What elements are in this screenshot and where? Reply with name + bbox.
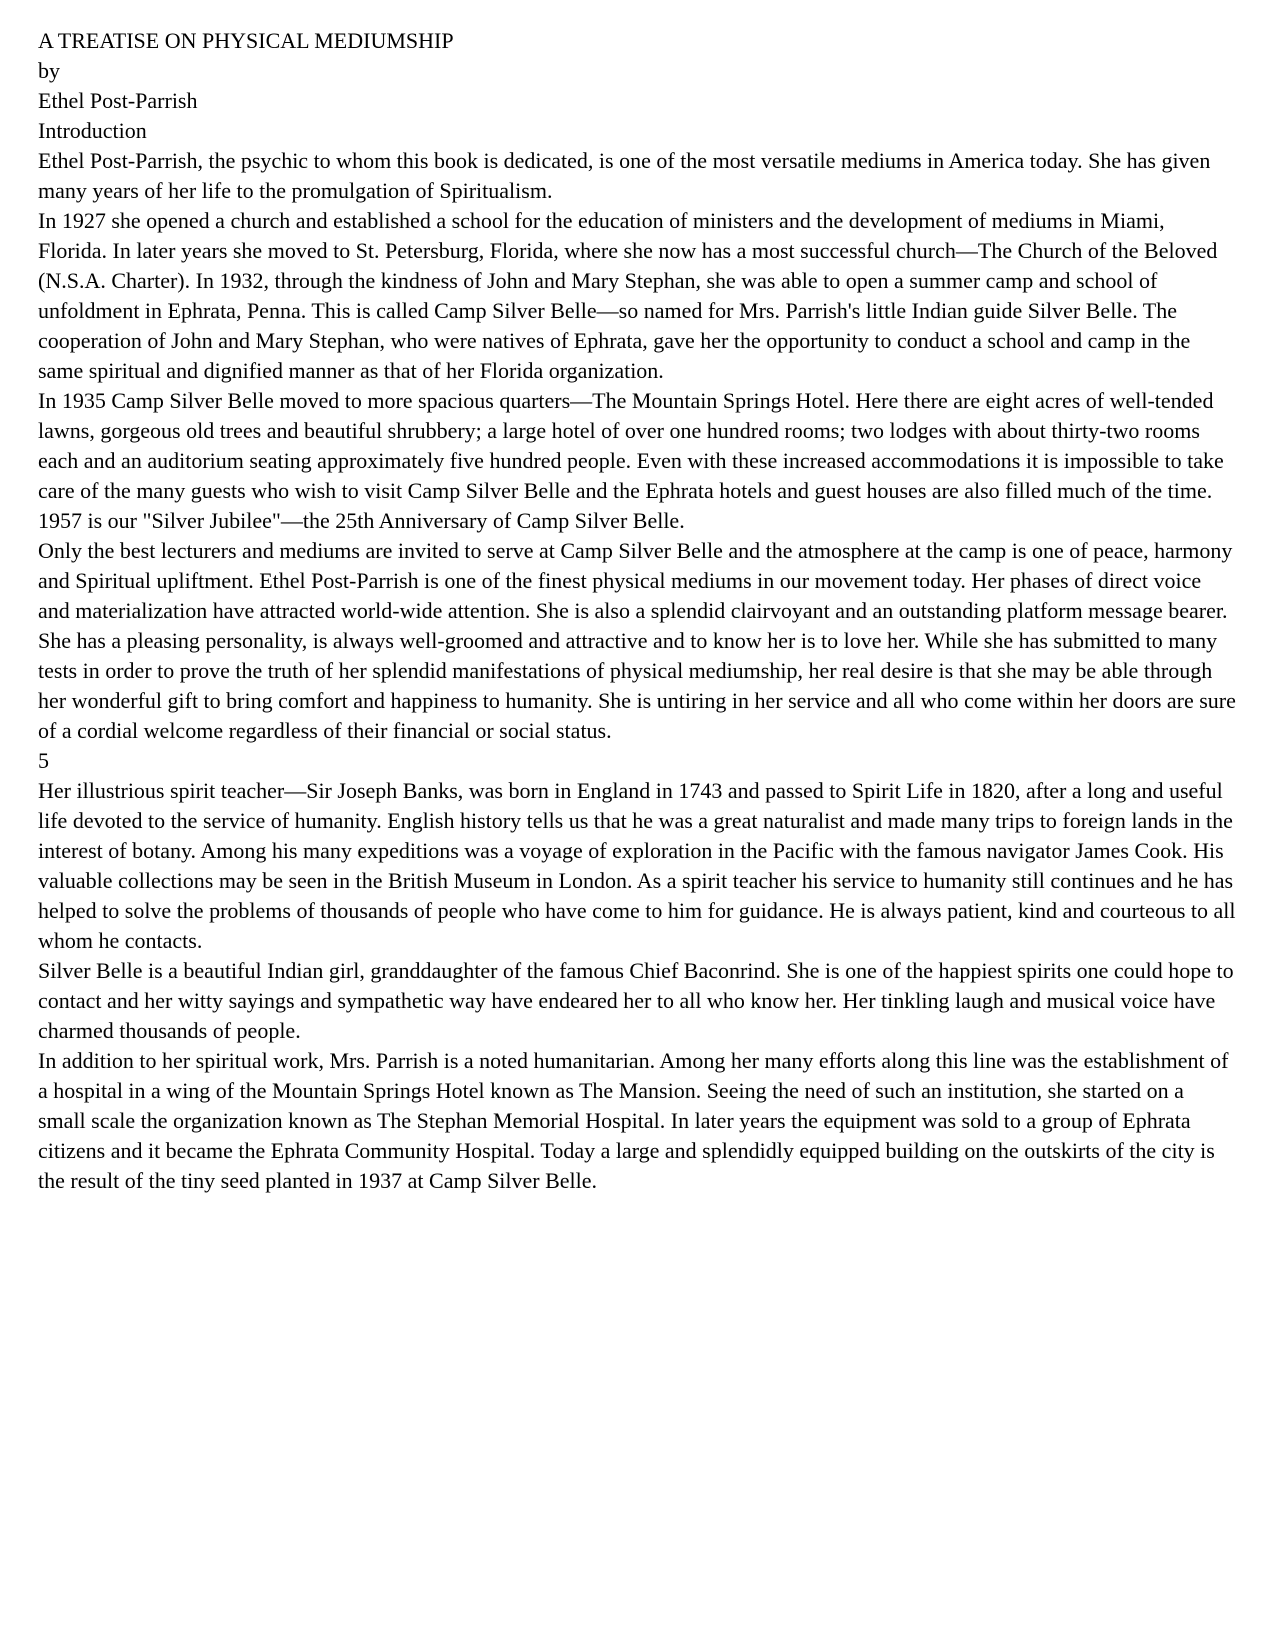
byline: by — [38, 58, 60, 83]
paragraph-1927-church: In 1927 she opened a church and established a school for the education of ministers and the development of mediums in Miami, Florida. In later years she moved to St. Petersburg, Florida, where she now has a most successful church—The Church of the Beloved (N.S.A. Charter). In 1932, through the kindness of John and Mary Stephan, she was able to open a summer camp and school of unfoldment in Ephrata, Penna. This is called Camp Silver Belle—so named for Mrs. Parrish's little Indian guide Silver Belle. The cooperation of John and Mary Stephan, who were natives of Ephrata, gave her the opportunity to conduct a school and camp in the same spiritual and dignified manner as that of her Florida organization. — [38, 208, 1218, 383]
paragraph-humanitarian-hospital: In addition to her spiritual work, Mrs. Parrish is a noted humanitarian. Among her many efforts along this line was the establishment of a hospital in a wing of the Mountain Springs Hotel known as The Mansion. Seeing the need of such an institution, she started on a small scale the organization known as The Stephan Memorial Hospital. In later years the equipment was sold to a group of Ephrata citizens and it became the Ephrata Community Hospital. Today a large and splendidly equipped building on the outskirts of the city is the result of the tiny seed planted in 1937 at Camp Silver Belle. — [38, 1048, 1229, 1193]
section-heading-introduction: Introduction — [38, 118, 147, 143]
page-number: 5 — [38, 748, 49, 773]
document-title: A TREATISE ON PHYSICAL MEDIUMSHIP — [38, 28, 454, 53]
paragraph-1935-hotel: In 1935 Camp Silver Belle moved to more spacious quarters—The Mountain Springs Hotel. Here there are eight acres of well-tended lawns, gorgeous old trees and beautiful shrubbery; a large hotel of over one hundred rooms; two lodges with about thirty-two rooms each and an auditorium seating approximately five hundred people. Even with these increased accommodations it is impossible to take care of the many guests who wish to visit Camp Silver Belle and the Ephrata hotels and guest houses are also filled much of the time. 1957 is our "Silver Jubilee"—the 25th Anniversary of Camp Silver Belle. — [38, 388, 1224, 533]
paragraph-spirit-teacher: Her illustrious spirit teacher—Sir Joseph Banks, was born in England in 1743 and passed to Spirit Life in 1820, after a long and useful life devoted to the service of humanity. English history tells us that he was a great naturalist and made many trips to foreign lands in the interest of botany. Among his many expeditions was a voyage of exploration in the Pacific with the famous navigator James Cook. His valuable collections may be seen in the British Museum in London. As a spirit teacher his service to humanity still continues and he has helped to solve the problems of thousands of people who have come to him for guidance. He is always patient, kind and courteous to all whom he contacts. — [38, 778, 1236, 953]
paragraph-silver-belle: Silver Belle is a beautiful Indian girl, granddaughter of the famous Chief Baconrind. She is one of the happiest spirits one could hope to contact and her witty sayings and sympathetic way have endeared her to all who know her. Her tinkling laugh and musical voice have charmed thousands of people. — [38, 958, 1234, 1043]
introduction-paragraph: Ethel Post-Parrish, the psychic to whom this book is dedicated, is one of the most versatile mediums in America today. She has given many years of her life to the promulgation of Spiritualism. — [38, 148, 1211, 203]
paragraph-lecturers-mediums: Only the best lecturers and mediums are invited to serve at Camp Silver Belle and the atmosphere at the camp is one of peace, harmony and Spiritual upliftment. Ethel Post-Parrish is one of the finest physical mediums in our movement today. Her phases of direct voice and materialization have attracted world-wide attention. She is also a splendid clairvoyant and an outstanding platform message bearer. She has a pleasing personality, is always well-groomed and attractive and to know her is to love her. While she has submitted to many tests in order to prove the truth of her splendid manifestations of physical mediumship, her real desire is that she may be able through her wonderful gift to bring comfort and happiness to humanity. She is untiring in her service and all who come within her doors are sure of a cordial welcome regardless of their financial or social status. — [38, 538, 1236, 743]
author-name: Ethel Post-Parrish — [38, 88, 198, 113]
